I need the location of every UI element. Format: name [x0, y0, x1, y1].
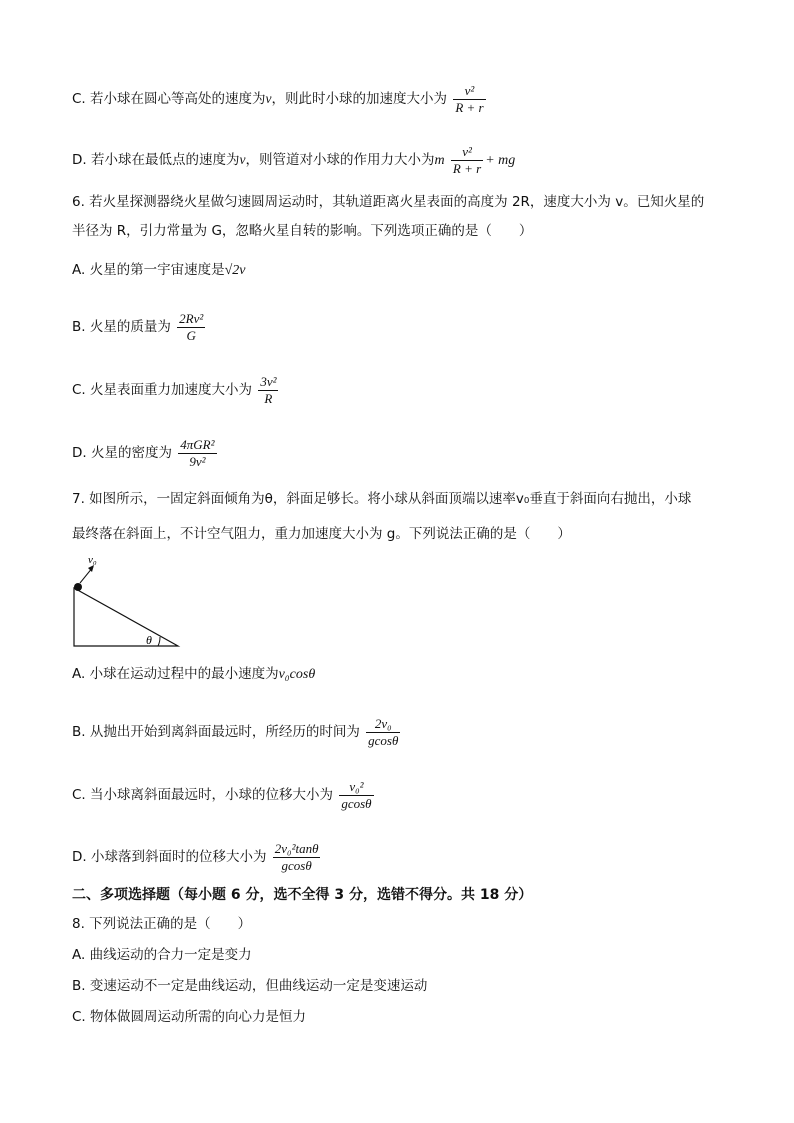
q6-option-b-denominator: G — [177, 327, 205, 344]
q6-option-b-fraction — [177, 311, 205, 344]
q6-option-a — [72, 260, 246, 281]
q6-option-d-numerator: 4πGR² — [180, 437, 215, 452]
q7-option-c-numerator: v₀² — [349, 779, 364, 794]
q7-option-d — [72, 841, 322, 874]
q7-option-a-math: v₀cosθ — [278, 667, 316, 682]
ball — [74, 583, 82, 591]
q6-option-d — [72, 437, 219, 470]
q7-option-c-text: C. 当小球离斜面最远时，小球的位移大小为 — [72, 787, 334, 803]
q6-option-b — [72, 311, 207, 344]
q5-option-d-tail: + mg — [485, 153, 516, 168]
q6-option-d-denominator: 9v² — [178, 453, 216, 470]
q5-option-c-text: C. 若小球在圆心等高处的速度为 — [72, 91, 266, 107]
q7-option-d-denominator: gcosθ — [273, 857, 321, 874]
section-2-heading: 二、多项选择题（每小题 6 分，选不全得 3 分，选错不得分。共 18 分） — [72, 887, 533, 903]
q7-option-b-denominator: gcosθ — [368, 733, 399, 748]
q7-option-b-text: B. 从抛出开始到离斜面最远时，所经历的时间为 — [72, 724, 360, 740]
q7-option-d-numerator: 2v₀²tanθ — [274, 841, 319, 856]
q7-stem-line-2: 最终落在斜面上，不计空气阻力，重力加速度大小为 g。下列说法正确的是（ ） — [72, 526, 571, 542]
theta-label: θ — [146, 633, 152, 647]
q5-option-c — [72, 83, 488, 116]
q5-option-d-denominator: R + r — [452, 161, 482, 176]
q6-option-c-denominator: R — [258, 390, 278, 407]
q8-option-a: A. 曲线运动的合力一定是变力 — [72, 947, 252, 963]
q8-stem: 8. 下列说法正确的是（ ） — [72, 916, 252, 932]
q5-option-d-text2: ，则管道对小球的作用力大小为 — [245, 152, 435, 168]
q5-option-c-numerator: v² — [464, 83, 475, 98]
q7-stem-line-1: 7. 如图所示，一固定斜面倾角为θ，斜面足够长。将小球从斜面顶端以速率v₀垂直于斜面向右抛出，小球 — [72, 491, 692, 507]
q6-option-c-numerator: 3v² — [260, 374, 277, 389]
q6-option-d-fraction — [178, 437, 216, 470]
q7-option-c-denominator: gcosθ — [341, 796, 372, 811]
q6-option-a-text: A. 火星的第一宇宙速度是 — [72, 262, 225, 278]
q7-option-c-fraction — [339, 779, 373, 812]
q5-option-d — [72, 144, 515, 177]
q5-option-c-text2: ，则此时小球的加速度大小为 — [271, 91, 448, 107]
q5-option-d-text: D. 若小球在最低点的速度为 — [72, 152, 240, 168]
q7-option-b — [72, 716, 402, 749]
q7-incline-figure — [66, 550, 186, 650]
q5-option-c-fraction — [453, 83, 485, 116]
q7-option-b-fraction — [366, 716, 400, 749]
q6-option-b-numerator: 2Rv² — [179, 311, 204, 326]
q5-option-d-m: m — [434, 153, 445, 168]
q6-stem-line-1: 6. 若火星探测器绕火星做匀速圆周运动时，其轨道距离火星表面的高度为 2R，速度大小为 v。已知火星的 — [72, 194, 705, 210]
q6-option-d-text: D. 火星的密度为 — [72, 445, 172, 461]
v0-label: v₀ — [88, 554, 97, 566]
q5-option-d-numerator: v² — [462, 144, 472, 159]
q8-option-c: C. 物体做圆周运动所需的向心力是恒力 — [72, 1009, 307, 1025]
q7-option-c — [72, 779, 376, 812]
q6-option-c-fraction — [258, 374, 278, 407]
angle-arc — [158, 637, 160, 646]
q7-option-a-text: A. 小球在运动过程中的最小速度为 — [72, 666, 279, 682]
q5-option-c-v: v — [265, 91, 272, 106]
q6-stem-line-2: 半径为 R，引力常量为 G，忽略火星自转的影响。下列选项正确的是（ ） — [72, 223, 533, 239]
q5-option-d-fraction — [451, 144, 483, 177]
q7-option-d-fraction — [273, 841, 321, 874]
q6-option-c-text: C. 火星表面重力加速度大小为 — [72, 382, 253, 398]
velocity-arrowhead — [88, 565, 94, 572]
q8-option-b: B. 变速运动不一定是曲线运动，但曲线运动一定是变速运动 — [72, 978, 428, 994]
incline-triangle — [74, 588, 178, 646]
q7-option-b-numerator: 2v₀ — [374, 716, 392, 731]
q6-option-b-text: B. 火星的质量为 — [72, 319, 171, 335]
q7-option-a — [72, 664, 315, 685]
q5-option-c-denominator: R + r — [455, 100, 484, 115]
q7-option-d-text: D. 小球落到斜面时的位移大小为 — [72, 849, 267, 865]
q6-option-a-math: √2v — [224, 263, 246, 278]
q6-option-c — [72, 374, 280, 407]
q5-option-d-v: v — [239, 152, 246, 167]
